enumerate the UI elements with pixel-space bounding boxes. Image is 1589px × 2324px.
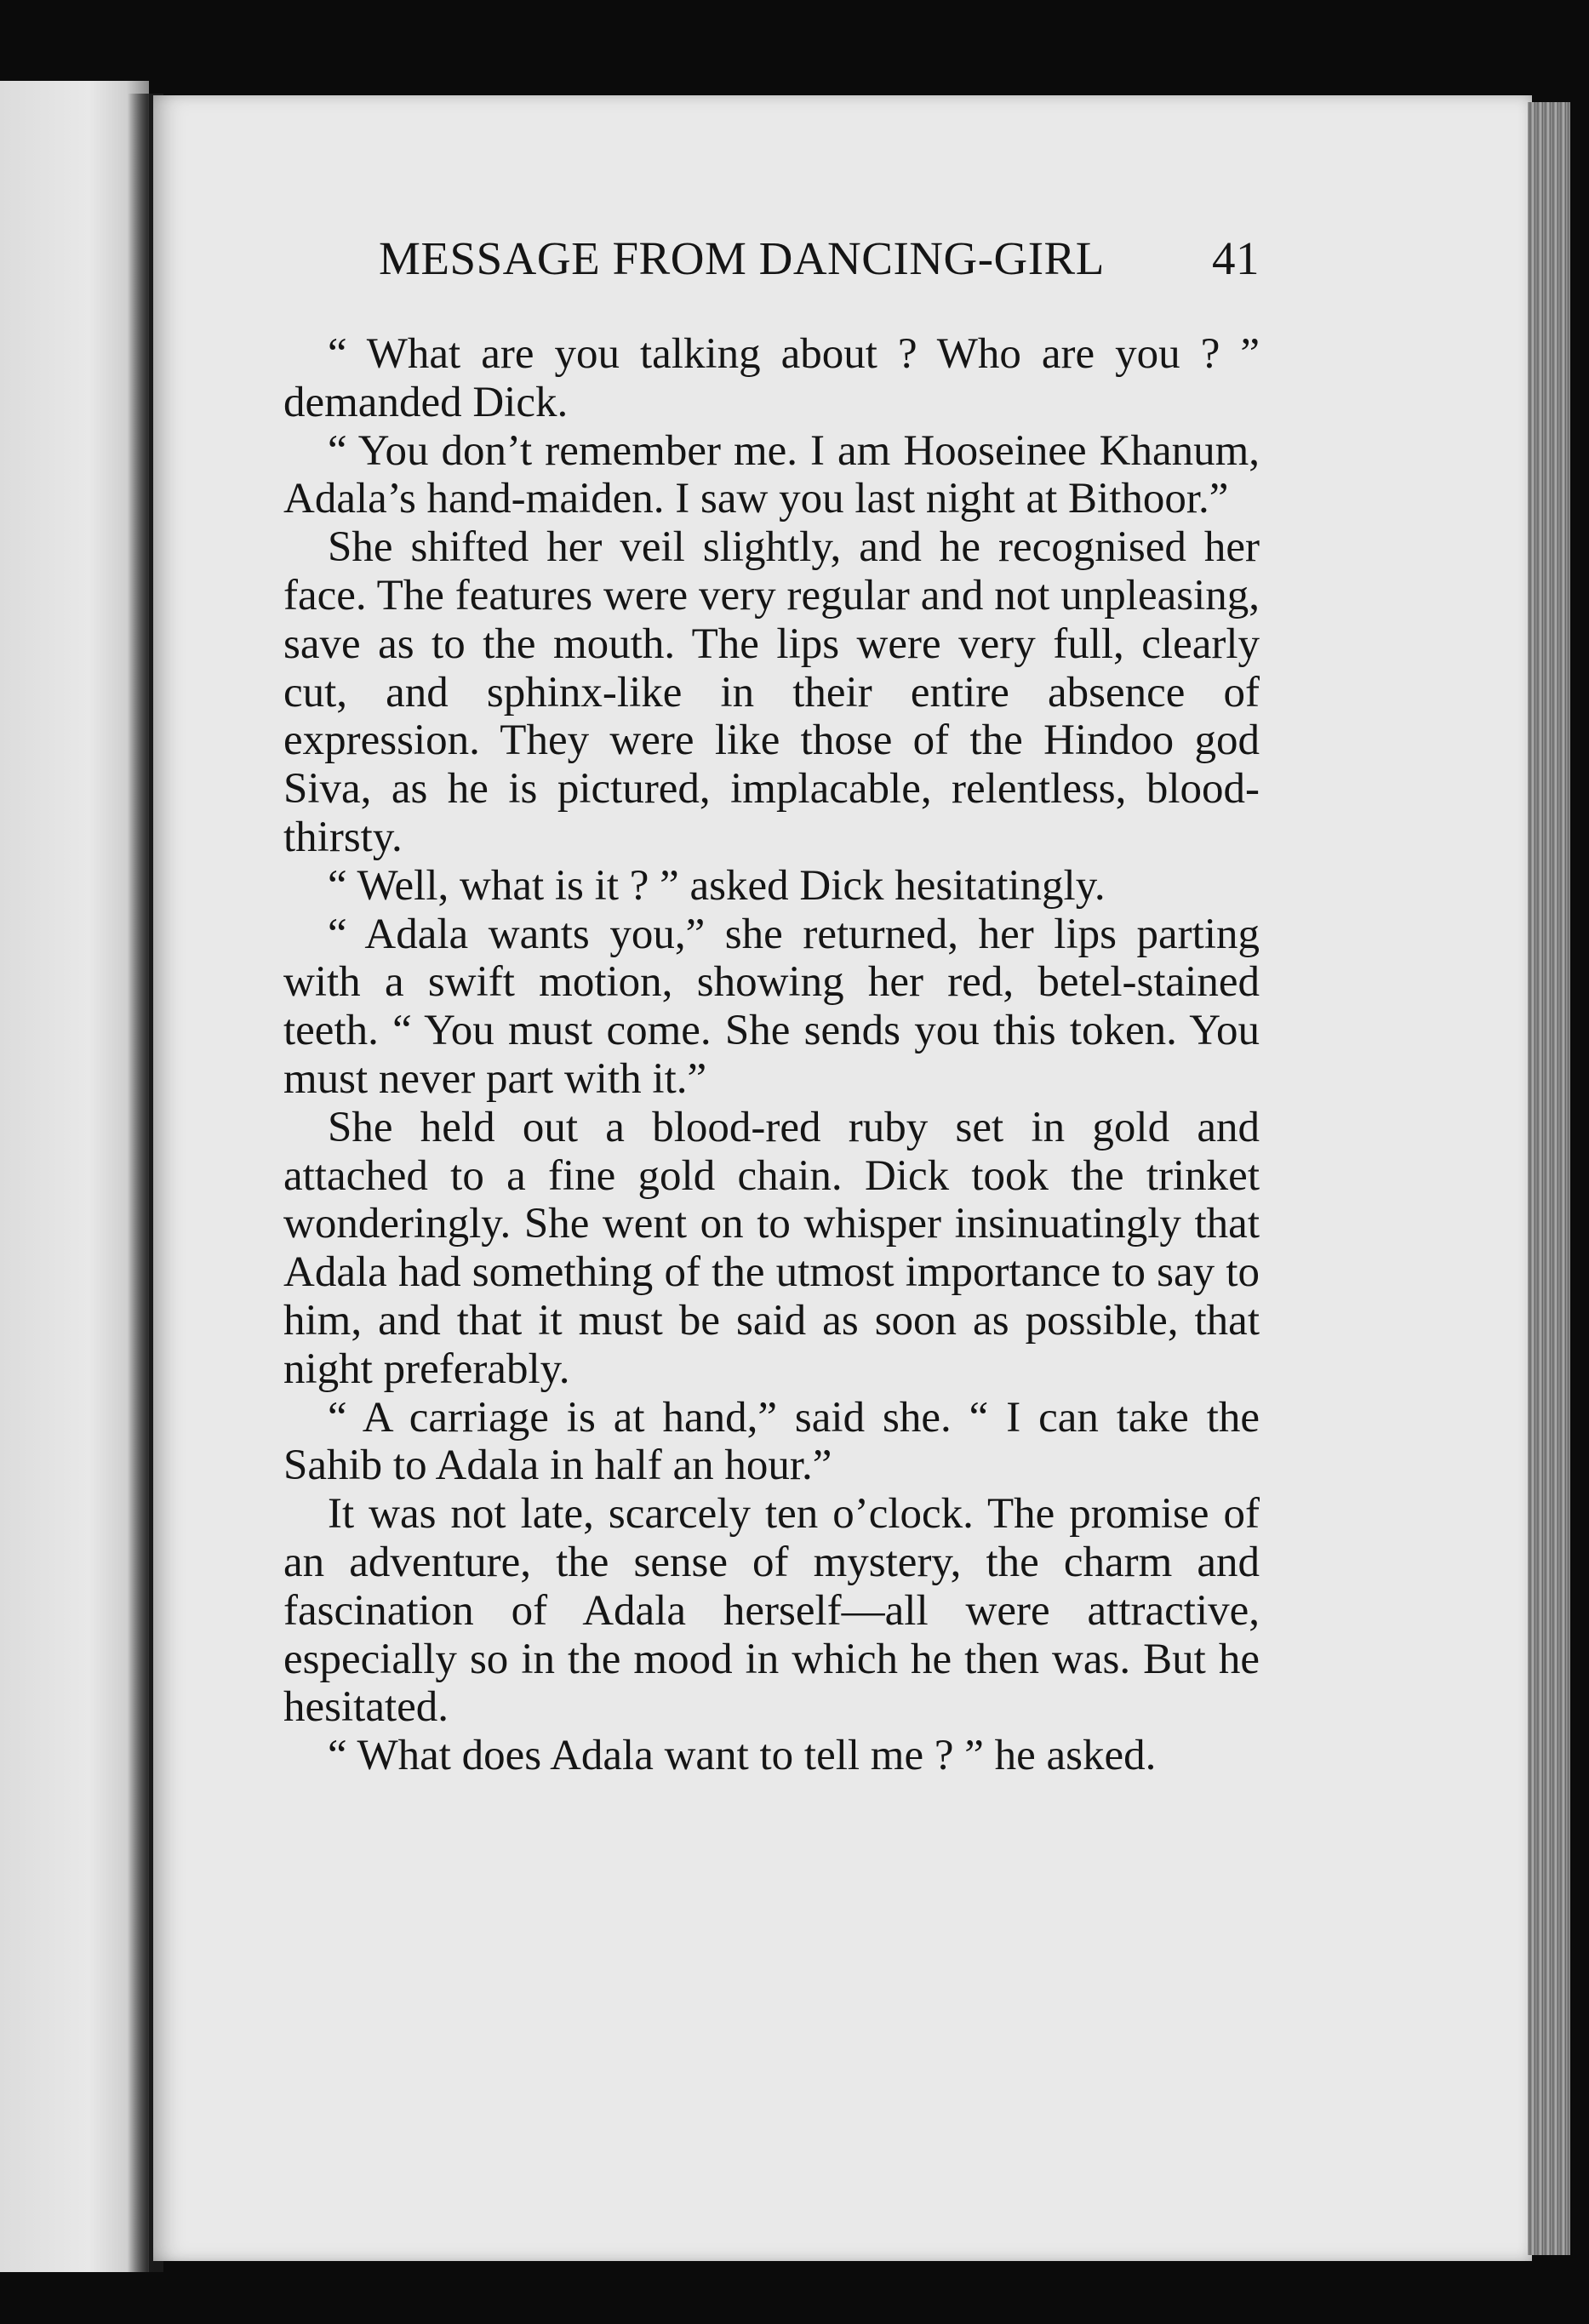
page-number: 41 xyxy=(1212,232,1260,284)
running-head xyxy=(379,231,1260,285)
left-page-edge xyxy=(0,81,149,2272)
page-stack-edge xyxy=(1528,102,1570,2255)
paragraph: “ A carriage is at hand,” said she. “ I can take the Sahib to Adala in half an hour.” xyxy=(283,1393,1260,1490)
paragraph: It was not late, scarcely ten o’clock. The promise of an adventure, the sense of mystery, the charm and fascination of Adala herself—all were attractive, especially so in the mood in which he then was. But he hesitated. xyxy=(283,1490,1260,1732)
paragraph: “ Adala wants you,” she returned, her lips parting with a swift motion, showing her red, betel-stained teeth. “ You must come. She sends you this token. You must never part with it.” xyxy=(283,910,1260,1103)
paragraph: “ What are you talking about ? Who are you ? ” demanded Dick. xyxy=(283,330,1260,426)
paragraph: “ Well, what is it ? ” asked Dick hesitatingly. xyxy=(328,861,1106,910)
body-text xyxy=(283,330,1260,1780)
running-head-title: MESSAGE FROM DANCING-GIRL xyxy=(379,232,1105,284)
paragraph: She shifted her veil slightly, and he recognised her face. The features were very regular and not unpleasing, save as to the mouth. The lips were very full, clearly cut, and sphinx-like in their entire absence of expression. They were like those of the Hindoo god Siva, as he is pictured, implacable, relentless, blood-thirsty. xyxy=(283,523,1260,861)
paragraph: “ What does Adala want to tell me ? ” he asked. xyxy=(328,1732,1157,1780)
paragraph: She held out a blood-red ruby set in gold and attached to a fine gold chain. Dick took the trinket wonderingly. She went on to whisper insinuatingly that Adala had something of the utmost importance to say to him, and that it must be said as soon as possible, that night preferably. xyxy=(283,1103,1260,1393)
paragraph: “ You don’t remember me. I am Hooseinee Khanum, Adala’s hand-maiden. I saw you last night at Bithoor.” xyxy=(283,426,1260,523)
